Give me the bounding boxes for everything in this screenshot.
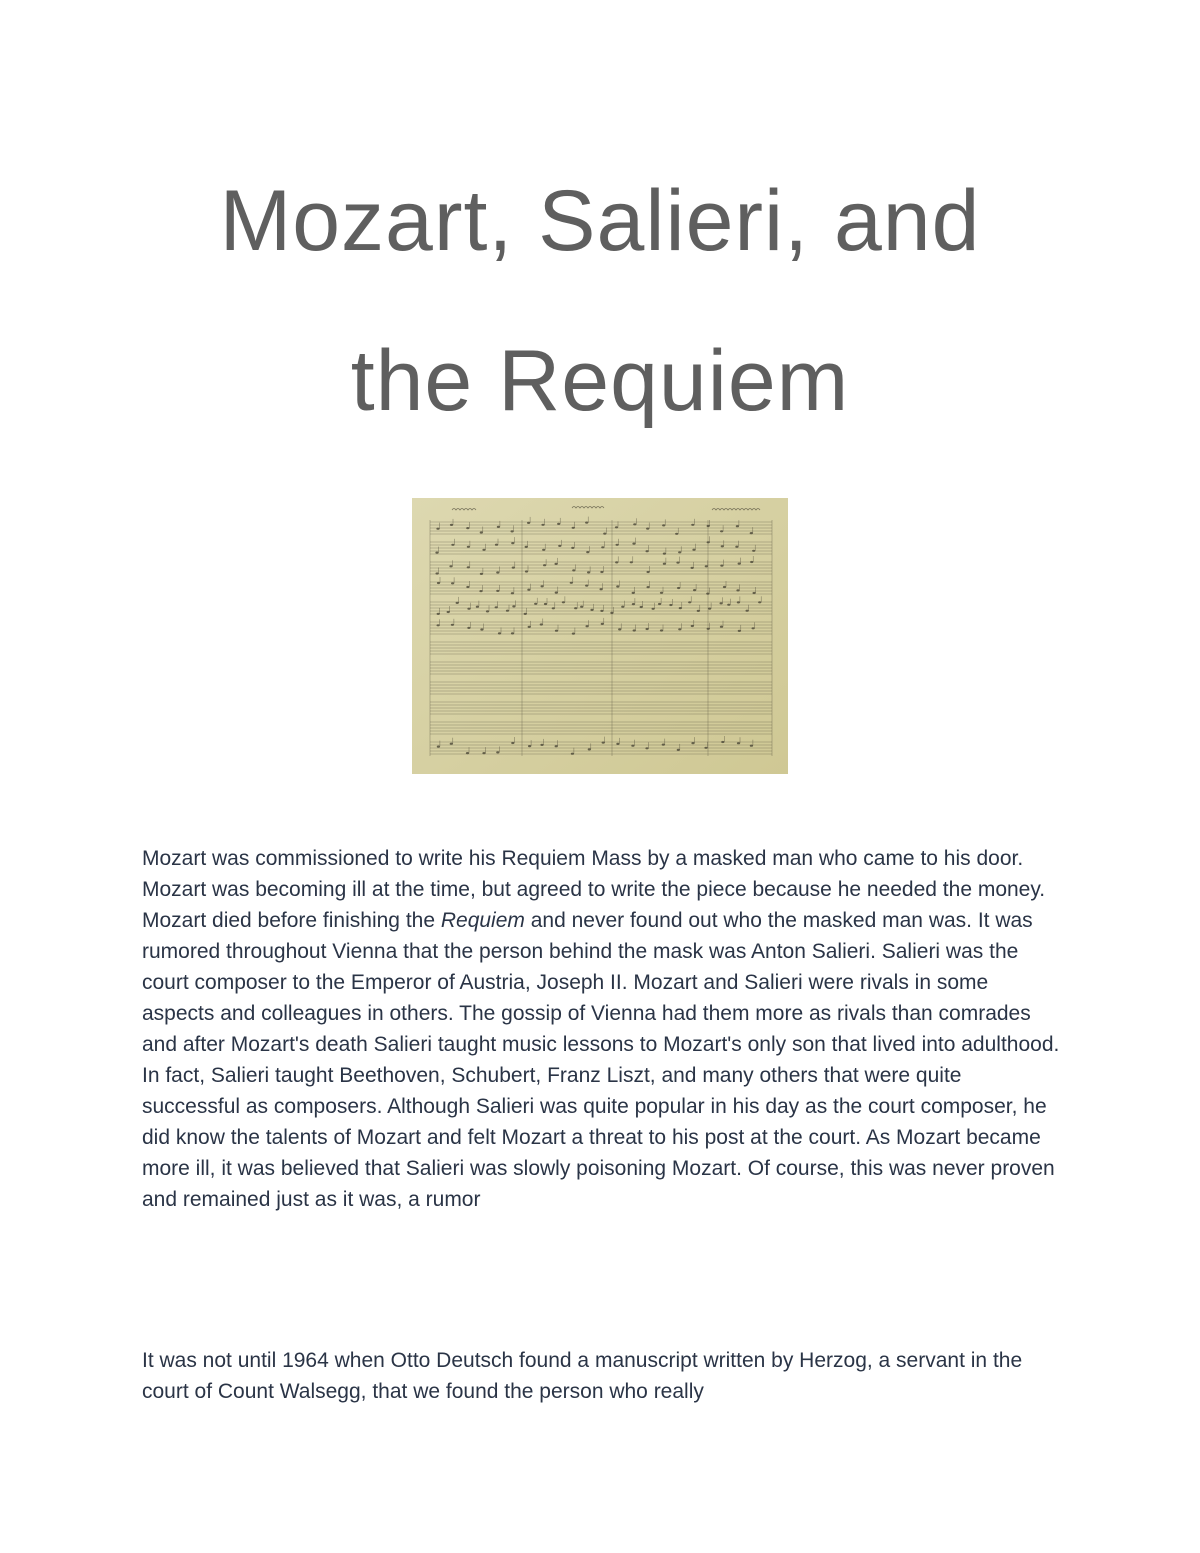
note-head	[590, 609, 593, 611]
note-head	[525, 546, 528, 548]
note-head	[736, 525, 739, 527]
note-head	[602, 742, 605, 744]
note-head	[721, 741, 724, 743]
note-head	[691, 524, 694, 526]
note-head	[580, 606, 583, 608]
note-head	[540, 623, 543, 625]
note-head	[658, 603, 661, 605]
note-head	[466, 752, 469, 754]
note-head	[496, 751, 499, 753]
note-head	[588, 748, 591, 750]
note-head	[558, 545, 561, 547]
note-head	[497, 526, 500, 528]
note-head	[616, 743, 619, 745]
note-head	[662, 744, 665, 746]
note-head	[736, 589, 739, 591]
note-head	[675, 533, 678, 535]
note-head	[456, 602, 459, 604]
note-head	[543, 564, 546, 566]
note-head	[528, 745, 531, 747]
note-head	[437, 624, 440, 626]
note-head	[574, 607, 577, 609]
note-head	[585, 522, 588, 524]
note-head	[541, 524, 544, 526]
note-head	[746, 610, 749, 612]
note-head	[720, 602, 723, 604]
note-head	[646, 528, 649, 530]
note-head	[437, 746, 440, 748]
note-head	[646, 550, 649, 552]
title-line-2: the Requiem	[350, 333, 850, 429]
note-head	[600, 610, 603, 612]
note-head	[555, 563, 558, 565]
note-head	[621, 606, 624, 608]
note-head	[544, 603, 547, 605]
note-head	[600, 588, 603, 590]
note-head	[527, 589, 530, 591]
note-head	[436, 572, 439, 574]
note-head	[511, 632, 514, 634]
note-head	[479, 590, 482, 592]
note-head	[618, 628, 621, 630]
note-head	[633, 523, 636, 525]
note-head	[511, 542, 514, 544]
note-head	[630, 561, 633, 563]
note-head	[720, 530, 723, 532]
note-head	[738, 630, 741, 632]
note-head	[679, 607, 682, 609]
requiem-italic: Requiem	[440, 909, 525, 932]
note-head	[437, 582, 440, 584]
note-head	[750, 745, 753, 747]
note-head	[480, 573, 483, 575]
note-head	[495, 544, 498, 546]
note-head	[691, 625, 694, 627]
note-head	[647, 586, 650, 588]
note-head	[704, 747, 707, 749]
paragraph-1-part-2: and never found out who the masked man was. It was rumored throughout Vienna that the person behind the mask was Anton Salieri. Salieri was the court composer to the Emperor of Austria, Joseph II. Mozart and Salieri were rivals in some aspects and colleagues in others. The gossip of Vienna had them more as rivals than comrades and after Mozart's death Salieri taught music lessons to Mozart's only son that lived into adulthood. In fact, Salieri taught Beethoven, Schubert, Franz Liszt, and many others that were quite successful as composers. Although Salieri was quite popular in his day as the court composer, he did know the talents of Mozart and felt Mozart a threat to his post at the court. As Mozart became more ill, it was believed that Salieri was slowly poisoning Mozart. Of course, this was never proven and remained just as it was, a rumor	[142, 909, 1060, 1211]
note-head	[616, 585, 619, 587]
note-head	[435, 552, 438, 554]
note-head	[467, 608, 470, 610]
note-head	[691, 742, 694, 744]
note-head	[678, 628, 681, 630]
note-head	[723, 586, 726, 588]
note-head	[496, 590, 499, 592]
note-head	[467, 566, 470, 568]
note-head	[678, 551, 681, 553]
manuscript-image	[412, 498, 788, 774]
note-head	[528, 626, 531, 628]
note-head	[600, 571, 603, 573]
note-head	[640, 606, 643, 608]
note-head	[555, 592, 558, 594]
note-head	[727, 604, 730, 606]
note-head	[631, 745, 634, 747]
note-head	[449, 565, 452, 567]
note-head	[633, 629, 636, 631]
note-head	[486, 610, 489, 612]
note-head	[676, 562, 679, 564]
note-head	[572, 569, 575, 571]
manuscript-paper	[412, 498, 788, 774]
note-head	[450, 524, 453, 526]
note-head	[752, 550, 755, 552]
title-line-1: Mozart, Salieri, and	[219, 173, 981, 269]
note-head	[737, 601, 740, 603]
note-head	[647, 571, 650, 573]
note-head	[601, 546, 604, 548]
note-head	[524, 613, 527, 615]
note-head	[692, 549, 695, 551]
note-head	[632, 543, 635, 545]
note-head	[476, 606, 479, 608]
note-head	[737, 742, 740, 744]
note-head	[447, 611, 450, 613]
note-head	[750, 532, 753, 534]
note-head	[436, 528, 439, 530]
note-head	[601, 623, 604, 625]
note-head	[572, 633, 575, 635]
note-head	[571, 753, 574, 755]
note-head	[562, 601, 565, 603]
note-head	[663, 563, 666, 565]
note-head	[496, 571, 499, 573]
note-head	[615, 561, 618, 563]
note-head	[663, 553, 666, 555]
note-head	[753, 592, 756, 594]
note-head	[707, 628, 710, 630]
note-head	[498, 632, 501, 634]
note-head	[632, 603, 635, 605]
note-head	[707, 525, 710, 527]
note-head	[738, 563, 741, 565]
manuscript-score-drawing	[412, 498, 788, 774]
note-head	[555, 630, 558, 632]
note-head	[450, 743, 453, 745]
note-head	[495, 606, 498, 608]
note-head	[555, 745, 558, 747]
note-head	[752, 627, 755, 629]
note-head	[586, 625, 589, 627]
note-head	[677, 587, 680, 589]
body-paragraph-1	[142, 843, 1062, 1215]
note-head	[660, 592, 663, 594]
note-head	[466, 527, 469, 529]
note-head	[720, 565, 723, 567]
note-head	[437, 613, 440, 615]
note-head	[587, 571, 590, 573]
note-head	[705, 565, 708, 567]
note-head	[707, 541, 710, 543]
note-head	[482, 752, 485, 754]
note-head	[511, 592, 514, 594]
note-head	[451, 624, 454, 626]
note-head	[660, 629, 663, 631]
note-head	[616, 544, 619, 546]
note-head	[534, 603, 537, 605]
note-head	[540, 744, 543, 746]
note-head	[451, 582, 454, 584]
note-head	[570, 582, 573, 584]
note-head	[632, 592, 635, 594]
note-head	[506, 610, 509, 612]
note-head	[542, 549, 545, 551]
note-head	[585, 585, 588, 587]
note-head	[697, 610, 700, 612]
note-head	[527, 522, 530, 524]
note-head	[645, 747, 648, 749]
note-head	[750, 561, 753, 563]
note-head	[572, 527, 575, 529]
note-head	[586, 551, 589, 553]
note-head	[603, 533, 606, 535]
note-head	[552, 607, 555, 609]
note-head	[480, 628, 483, 630]
note-head	[571, 547, 574, 549]
note-head	[467, 546, 470, 548]
note-head	[610, 612, 613, 614]
note-head	[512, 567, 515, 569]
note-head	[662, 524, 665, 526]
note-head	[511, 742, 514, 744]
paragraph-1-part-1: Mozart was commissioned to write his Requiem Mass by a masked man who came to his door. Mozart was becoming ill at the time, but agreed to write the piece because he needed the money. Mozart died before finishing the	[142, 847, 1046, 932]
note-head	[512, 605, 515, 607]
note-head	[646, 628, 649, 630]
note-head	[691, 567, 694, 569]
note-head	[708, 608, 711, 610]
note-head	[688, 601, 691, 603]
note-head	[720, 626, 723, 628]
note-head	[652, 608, 655, 610]
note-head	[677, 749, 680, 751]
note-head	[615, 526, 618, 528]
note-head	[511, 530, 514, 532]
note-head	[721, 545, 724, 547]
note-head	[480, 531, 483, 533]
note-head	[482, 549, 485, 551]
note-head	[669, 604, 672, 606]
note-head	[541, 585, 544, 587]
note-head	[735, 546, 738, 548]
note-head	[557, 523, 560, 525]
note-head	[467, 627, 470, 629]
note-head	[706, 593, 709, 595]
note-head	[758, 601, 761, 603]
note-head	[466, 586, 469, 588]
note-head	[693, 589, 696, 591]
note-head	[451, 544, 454, 546]
body-paragraph-2: It was not until 1964 when Otto Deutsch found a manuscript written by Herzog, a servant in the court of Count Walsegg, that we found the person who really	[142, 1349, 1023, 1403]
note-head	[525, 570, 528, 572]
